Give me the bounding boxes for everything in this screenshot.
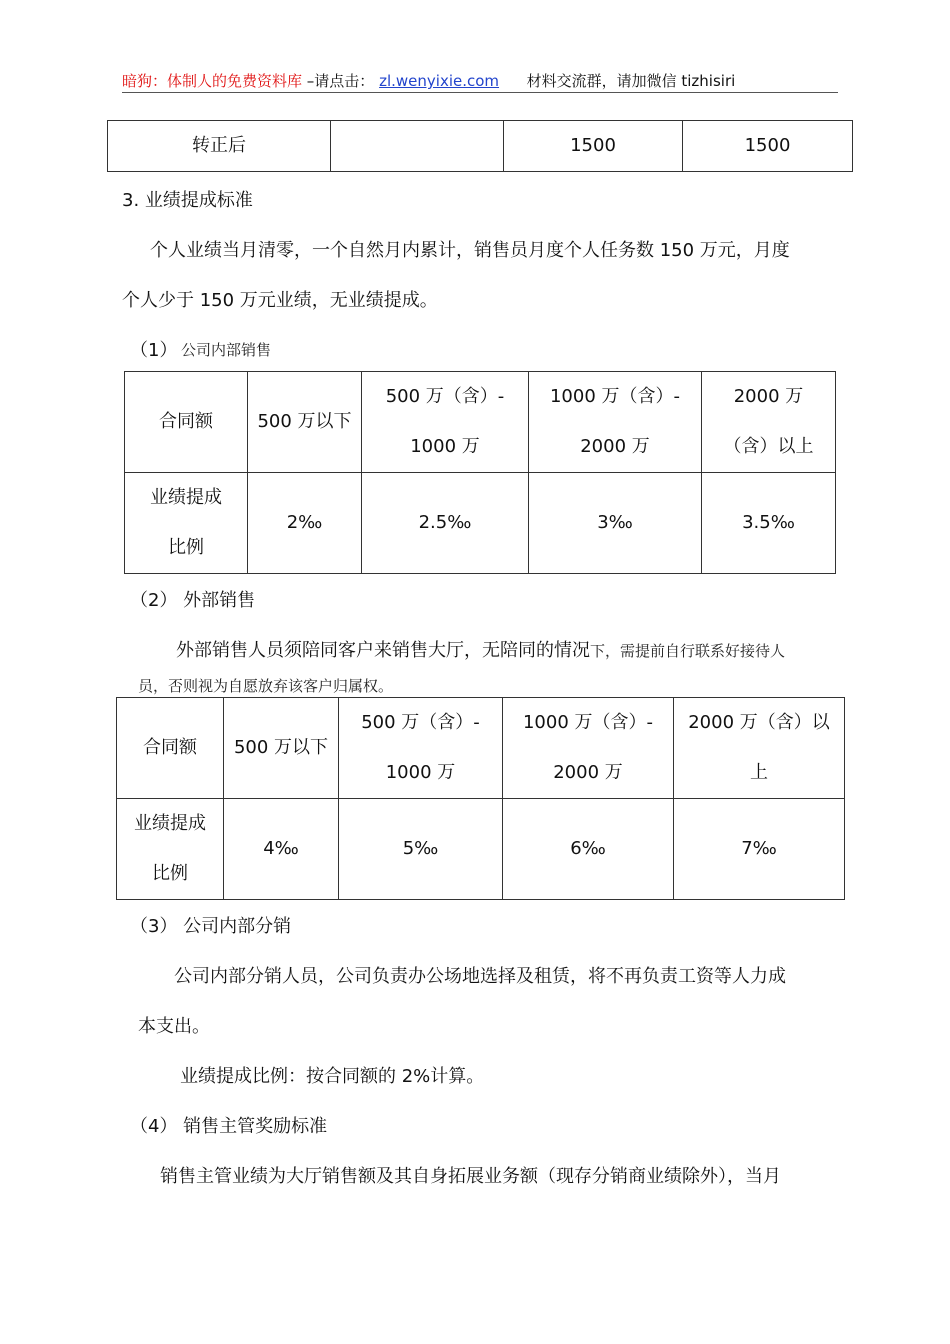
header-contact: 材料交流群，请加微信 tizhisiri: [526, 72, 736, 90]
subsection-number: （1）: [130, 340, 178, 361]
table-row: [117, 698, 845, 799]
table-cell: 5‰: [339, 799, 503, 900]
table-cell: [331, 121, 504, 172]
paragraph: 个人少于 150 万元业绩，无业绩提成。: [122, 290, 438, 311]
subsection-heading: （3） 公司内部分销: [130, 916, 292, 937]
subsection-heading: （4） 销售主管奖励标准: [130, 1116, 328, 1137]
table-cell: [339, 698, 503, 799]
header-click-text: –请点击：: [306, 72, 375, 90]
paragraph-text: 下，需提前自行联系好接待人: [590, 642, 786, 660]
paragraph: 员，否则视为自愿放弃该客户归属权。: [138, 677, 394, 695]
salary-table: [107, 120, 853, 172]
paragraph: [176, 636, 785, 662]
paragraph-text: 外部销售人员须陪同客户来销售大厅，无陪同的情况: [176, 640, 590, 661]
cell-line: 1000 万（含）-: [549, 386, 681, 407]
subsection-title: 公司内部销售: [181, 341, 272, 359]
table-cell: 500 万以下: [248, 372, 362, 473]
table-cell: 6‰: [503, 799, 674, 900]
paragraph: 个人业绩当月清零，一个自然月内累计，销售员月度个人任务数 150 万元，月度: [150, 240, 790, 261]
header-link[interactable]: zl.wenyixie.com: [379, 72, 500, 90]
table-cell: [674, 698, 845, 799]
paragraph: 业绩提成比例：按合同额的 2%计算。: [180, 1066, 485, 1087]
cell-line: 业绩提成: [150, 487, 222, 508]
table-cell: 1500: [683, 121, 853, 172]
cell-line: 2000 万: [580, 436, 650, 457]
table-cell: 2.5‰: [362, 473, 529, 574]
cell-line: 比例: [168, 537, 204, 558]
cell-line: 比例: [152, 863, 188, 884]
table-row: [108, 121, 853, 172]
table-cell: 2‰: [248, 473, 362, 574]
table-cell: [503, 698, 674, 799]
table-cell: [362, 372, 529, 473]
table-cell: 转正后: [108, 121, 331, 172]
cell-line: 上: [750, 762, 768, 783]
cell-line: （含）以上: [723, 436, 814, 457]
table-cell: 7‰: [674, 799, 845, 900]
cell-line: 1000 万（含）-: [522, 712, 654, 733]
table-cell: 500 万以下: [224, 698, 339, 799]
table-cell: [117, 799, 224, 900]
cell-line: 500 万（含）-: [385, 386, 505, 407]
table-cell: [529, 372, 702, 473]
table-cell: [702, 372, 836, 473]
table-row: [125, 473, 836, 574]
section-heading: 3. 业绩提成标准: [122, 190, 253, 211]
table-cell: 3.5‰: [702, 473, 836, 574]
external-sales-table: [116, 697, 845, 900]
table-cell: 合同额: [125, 372, 248, 473]
paragraph: 本支出。: [138, 1016, 210, 1037]
cell-line: 2000 万（含）以: [688, 712, 830, 733]
cell-line: 业绩提成: [134, 813, 206, 834]
paragraph: 销售主管业绩为大厅销售额及其自身拓展业务额（现存分销商业绩除外），当月: [160, 1166, 781, 1187]
page-header: [122, 70, 838, 93]
cell-line: 1000 万: [385, 762, 456, 783]
table-cell: 4‰: [224, 799, 339, 900]
table-cell: 1500: [504, 121, 683, 172]
internal-sales-table: [124, 371, 836, 574]
table-row: [117, 799, 845, 900]
cell-line: 500 万（含）-: [361, 712, 480, 733]
table-cell: 合同额: [117, 698, 224, 799]
table-cell: 3‰: [529, 473, 702, 574]
table-cell: [125, 473, 248, 574]
cell-line: 2000 万: [733, 386, 804, 407]
paragraph: 公司内部分销人员，公司负责办公场地选择及租赁，将不再负责工资等人力成: [174, 966, 786, 987]
header-title: 暗狗：体制人的免费资料库: [122, 72, 303, 90]
cell-line: 1000 万: [410, 436, 480, 457]
table-row: [125, 372, 836, 473]
subsection-heading: （2） 外部销售: [130, 590, 256, 611]
cell-line: 2000 万: [553, 762, 623, 783]
